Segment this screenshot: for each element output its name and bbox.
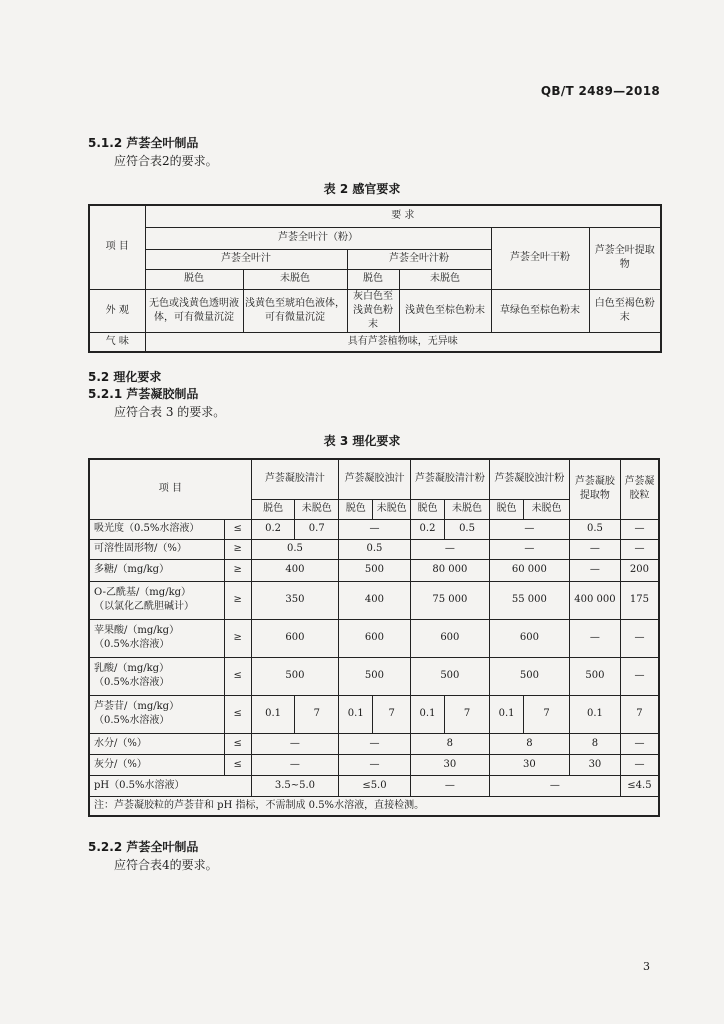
t2-juice-header: 芦荟全叶汁 [145, 249, 347, 269]
t3-cell: 0.5 [251, 539, 338, 559]
t3-cell: 0.1 [251, 695, 295, 733]
t2-decolor-1: 脱色 [145, 269, 243, 289]
t3-cell: 175 [620, 581, 659, 619]
t3-cell: 0.7 [295, 519, 339, 539]
t3-cell: 7 [373, 695, 410, 733]
t3-cell: — [569, 619, 620, 657]
t3-row-op: ≤ [224, 695, 251, 733]
t2-req-header: 要 求 [145, 205, 661, 227]
table-row [89, 581, 659, 619]
t3-row-name-line1: 苹果酸/（mg/kg） [94, 625, 180, 636]
t3-cell: ≤4.5 [620, 775, 659, 796]
t3-cell: — [410, 539, 489, 559]
t2-item-header: 项 目 [89, 205, 145, 289]
section-5-1-2-title: 5.1.2 芦荟全叶制品 [88, 136, 199, 150]
t3-cell: 500 [489, 657, 569, 695]
t3-cell: 350 [251, 581, 338, 619]
t2-extract-header: 芦荟全叶提取物 [589, 227, 661, 289]
t3-cell: — [339, 519, 411, 539]
t3-nodecolor: 未脱色 [373, 499, 410, 519]
t3-row-name-line1: 芦荟苷/（mg/kg） [94, 701, 180, 712]
t3-row-name: 灰分/（%） [89, 754, 224, 775]
t3-cell: 0.2 [410, 519, 444, 539]
t3-cell: 80 000 [410, 559, 489, 581]
t3-row-op: ≥ [224, 619, 251, 657]
table-row [89, 539, 659, 559]
t3-cell: — [620, 657, 659, 695]
t2-appearance-cell: 草绿色至棕色粉末 [491, 289, 589, 332]
t3-cell: 600 [489, 619, 569, 657]
t3-cell: 500 [251, 657, 338, 695]
t3-cell: 7 [524, 695, 570, 733]
t3-cell: — [620, 519, 659, 539]
t3-cell: — [569, 539, 620, 559]
t2-appearance-cell: 白色至褐色粉末 [589, 289, 661, 332]
t3-clear-juice-header: 芦荟凝胶清汁 [251, 459, 338, 499]
t3-cell: 600 [339, 619, 411, 657]
t3-cell: — [489, 519, 569, 539]
t3-cell: 0.5 [569, 519, 620, 539]
t3-row-op: ≥ [224, 581, 251, 619]
t2-dry-powder-header: 芦荟全叶干粉 [491, 227, 589, 289]
t3-cell: — [569, 559, 620, 581]
t3-cell: 0.1 [410, 695, 444, 733]
t3-cell: — [410, 775, 489, 796]
t3-row-name: 可溶性固形物/（%） [89, 539, 224, 559]
t3-granule-header: 芦荟凝胶粒 [620, 459, 659, 519]
t3-cell: 0.5 [339, 539, 411, 559]
t3-cell: — [251, 754, 338, 775]
section-5-2-1-text: 应符合表 3 的要求。 [114, 405, 226, 419]
t3-row-name-line2: （0.5%水溶液） [94, 715, 170, 726]
t3-row-name-line1: 乳酸/（mg/kg） [94, 663, 170, 674]
t3-cell: 3.5~5.0 [251, 775, 338, 796]
t3-cell: 0.1 [339, 695, 373, 733]
t3-row-op: ≤ [224, 519, 251, 539]
t3-decolor: 脱色 [489, 499, 523, 519]
table-row [89, 657, 659, 695]
t2-appearance-label: 外 观 [89, 289, 145, 332]
t3-row-name [89, 581, 224, 619]
section-5-1-2-text: 应符合表2的要求。 [114, 154, 218, 168]
t3-clear-powder-header: 芦荟凝胶清汁粉 [410, 459, 489, 499]
t2-juice-powder2-header: 芦荟全叶汁粉 [347, 249, 491, 269]
table-row [89, 695, 659, 733]
t3-cell: 7 [295, 695, 339, 733]
t3-row-name: pH（0.5%水溶液） [89, 775, 251, 796]
t3-cell: 8 [489, 733, 569, 754]
t3-cell: 60 000 [489, 559, 569, 581]
t3-cell: 400 000 [569, 581, 620, 619]
t3-cell: 0.1 [569, 695, 620, 733]
t3-row-name-line1: O-乙酰基/（mg/kg） [94, 587, 192, 598]
t3-cell: — [620, 733, 659, 754]
t3-row-name-line2: （0.5%水溶液） [94, 677, 170, 688]
t2-decolor-2: 脱色 [347, 269, 399, 289]
t3-cell: 30 [410, 754, 489, 775]
t3-cell: 500 [410, 657, 489, 695]
t3-cell: 30 [569, 754, 620, 775]
t2-appearance-cell: 浅黄色至棕色粉末 [399, 289, 491, 332]
t3-cell: — [339, 754, 411, 775]
table3-caption: 表 3 理化要求 [323, 434, 401, 448]
t2-appearance-cell: 灰白色至浅黄色粉末 [347, 289, 399, 332]
t3-row-name: 多糖/（mg/kg） [89, 559, 224, 581]
physicochemical-table [88, 458, 660, 817]
t3-note: 注：芦荟凝胶粒的芦荟苷和 pH 指标，不需制成 0.5%水溶液，直接检测。 [89, 796, 659, 816]
t3-turbid-juice-header: 芦荟凝胶浊汁 [339, 459, 411, 499]
t3-extract-header: 芦荟凝胶提取物 [569, 459, 620, 519]
t3-cell: 500 [339, 657, 411, 695]
section-5-2-1-title: 5.2.1 芦荟凝胶制品 [88, 387, 199, 401]
t3-row-name: 吸光度（0.5%水溶液） [89, 519, 224, 539]
t3-cell: — [251, 733, 338, 754]
t3-cell: 8 [410, 733, 489, 754]
t3-cell: 600 [410, 619, 489, 657]
t3-cell: 400 [251, 559, 338, 581]
table-row [89, 619, 659, 657]
t3-decolor: 脱色 [251, 499, 295, 519]
t3-row-op: ≤ [224, 733, 251, 754]
page-number: 3 [643, 960, 650, 973]
t3-cell: 500 [569, 657, 620, 695]
t3-row-op: ≥ [224, 559, 251, 581]
t3-item-header: 项 目 [89, 459, 251, 519]
t3-cell: 400 [339, 581, 411, 619]
t3-cell: 0.2 [251, 519, 295, 539]
t3-turbid-powder-header: 芦荟凝胶浊汁粉 [489, 459, 569, 499]
t3-row-name [89, 695, 224, 733]
t3-row-op: ≤ [224, 657, 251, 695]
t3-cell: — [620, 619, 659, 657]
t3-nodecolor: 未脱色 [445, 499, 490, 519]
table-row [89, 754, 659, 775]
t3-row-op: ≥ [224, 539, 251, 559]
t3-cell: 0.1 [489, 695, 523, 733]
sensory-table [88, 204, 662, 353]
t3-cell: 600 [251, 619, 338, 657]
t3-row-name [89, 657, 224, 695]
table-row [89, 519, 659, 539]
table-row [89, 733, 659, 754]
standard-code: QB/T 2489—2018 [540, 84, 660, 98]
t2-juice-powder-header: 芦荟全叶汁（粉） [145, 227, 491, 249]
t3-nodecolor: 未脱色 [524, 499, 570, 519]
t3-cell: 200 [620, 559, 659, 581]
table-row [89, 559, 659, 581]
section-5-2-2-text: 应符合表4的要求。 [114, 858, 218, 872]
t3-cell: 8 [569, 733, 620, 754]
t3-row-name: 水分/（%） [89, 733, 224, 754]
t3-cell: — [339, 733, 411, 754]
t3-row-name-line2: （以氯化乙酰胆碱计） [94, 601, 194, 612]
t3-cell: — [489, 539, 569, 559]
t3-row-op: ≤ [224, 754, 251, 775]
t3-cell: 0.5 [445, 519, 490, 539]
section-5-2-title: 5.2 理化要求 [88, 370, 162, 384]
t3-decolor: 脱色 [339, 499, 373, 519]
section-5-2-2-title: 5.2.2 芦荟全叶制品 [88, 840, 199, 854]
t3-cell: 30 [489, 754, 569, 775]
table-row [89, 775, 659, 796]
t2-nodecolor-2: 未脱色 [399, 269, 491, 289]
t3-cell: 7 [445, 695, 490, 733]
t2-appearance-cell: 无色或浅黄色透明液体，可有微量沉淀 [145, 289, 243, 332]
t3-cell: 500 [339, 559, 411, 581]
t2-odor-label: 气 味 [89, 332, 145, 352]
t2-appearance-cell: 浅黄色至琥珀色液体，可有微量沉淀 [243, 289, 347, 332]
t3-decolor: 脱色 [410, 499, 444, 519]
t3-nodecolor: 未脱色 [295, 499, 339, 519]
t3-cell: 7 [620, 695, 659, 733]
t3-cell: — [620, 754, 659, 775]
t3-cell: — [620, 539, 659, 559]
table2-caption: 表 2 感官要求 [323, 182, 401, 196]
t2-nodecolor-1: 未脱色 [243, 269, 347, 289]
t3-cell: 55 000 [489, 581, 569, 619]
t3-row-name [89, 619, 224, 657]
t3-cell: — [489, 775, 620, 796]
t3-row-name-line2: （0.5%水溶液） [94, 639, 170, 650]
t2-odor-value: 具有芦荟植物味，无异味 [145, 332, 661, 352]
t3-cell: ≤5.0 [339, 775, 411, 796]
t3-cell: 75 000 [410, 581, 489, 619]
